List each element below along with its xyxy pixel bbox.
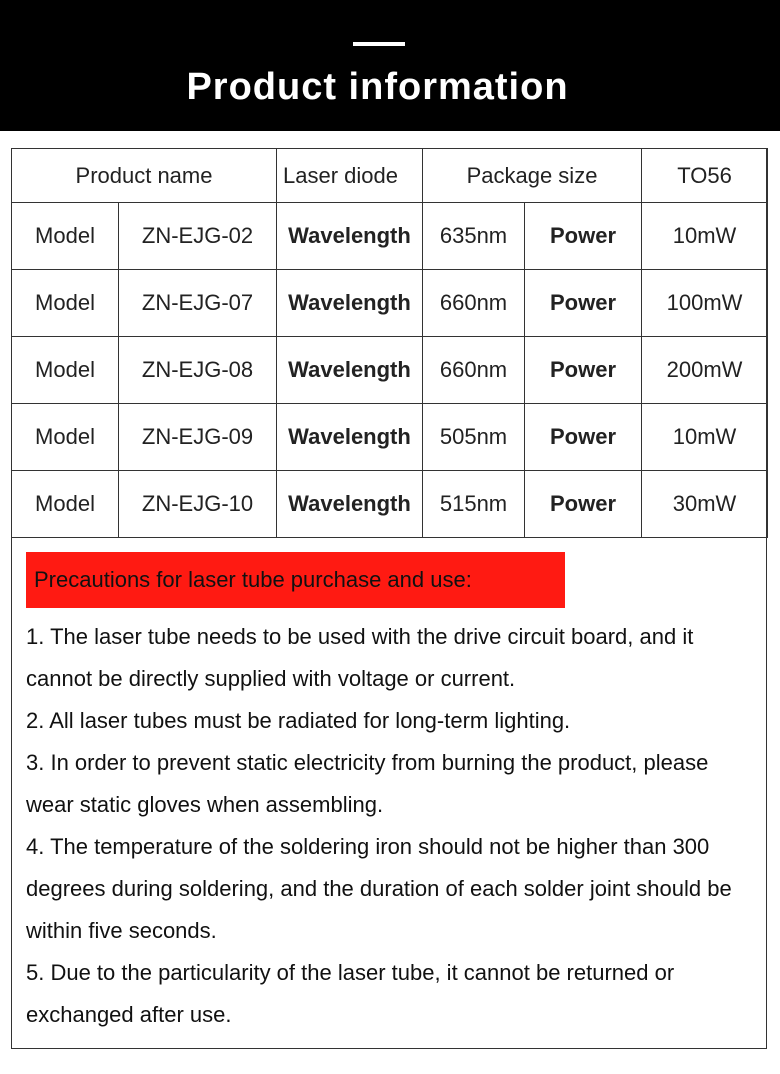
wavelength-value: 660nm xyxy=(423,270,525,337)
table-row xyxy=(12,337,768,404)
product-name-header: Product name xyxy=(12,149,277,203)
laser-diode-header: Laser diode xyxy=(277,149,423,203)
power-value: 200mW xyxy=(642,337,768,404)
wavelength-value: 505nm xyxy=(423,404,525,471)
table-row xyxy=(12,203,768,270)
model-value: ZN-EJG-07 xyxy=(119,270,277,337)
page-title: Product information xyxy=(186,66,569,108)
model-label: Model xyxy=(12,203,119,270)
model-label: Model xyxy=(12,270,119,337)
table-row xyxy=(12,471,768,538)
precaution-item: 1. The laser tube needs to be used with the drive circuit board, and it cannot be directly supplied with voltage or current. xyxy=(26,624,694,691)
model-value: ZN-EJG-02 xyxy=(119,203,277,270)
wavelength-label: Wavelength xyxy=(277,270,423,337)
model-label: Model xyxy=(12,337,119,404)
product-spec-table xyxy=(11,148,768,538)
power-label: Power xyxy=(525,337,642,404)
table-header-row xyxy=(12,149,768,203)
wavelength-label: Wavelength xyxy=(277,471,423,538)
precaution-item: 4. The temperature of the soldering iron should not be higher than 300 degrees during soldering, and the duration of each solder joint should be within five seconds. xyxy=(26,834,732,943)
model-label: Model xyxy=(12,404,119,471)
power-value: 10mW xyxy=(642,404,768,471)
wavelength-label: Wavelength xyxy=(277,337,423,404)
power-value: 100mW xyxy=(642,270,768,337)
power-label: Power xyxy=(525,404,642,471)
precaution-item: 5. Due to the particularity of the laser tube, it cannot be returned or exchanged after use. xyxy=(26,960,675,1027)
package-size-header: Package size xyxy=(423,149,642,203)
power-value: 30mW xyxy=(642,471,768,538)
model-value: ZN-EJG-08 xyxy=(119,337,277,404)
precautions-list xyxy=(26,616,761,1036)
power-label: Power xyxy=(525,270,642,337)
wavelength-value: 635nm xyxy=(423,203,525,270)
precaution-item: 3. In order to prevent static electricity from burning the product, please wear static gloves when assembling. xyxy=(26,750,709,817)
model-value: ZN-EJG-09 xyxy=(119,404,277,471)
wavelength-value: 660nm xyxy=(423,337,525,404)
table-row xyxy=(12,404,768,471)
header-accent-bar xyxy=(353,42,405,46)
precautions-title: Precautions for laser tube purchase and use: xyxy=(26,552,565,608)
wavelength-label: Wavelength xyxy=(277,404,423,471)
package-value: TO56 xyxy=(642,149,768,203)
power-label: Power xyxy=(525,471,642,538)
power-label: Power xyxy=(525,203,642,270)
model-label: Model xyxy=(12,471,119,538)
model-value: ZN-EJG-10 xyxy=(119,471,277,538)
power-value: 10mW xyxy=(642,203,768,270)
wavelength-label: Wavelength xyxy=(277,203,423,270)
table-row xyxy=(12,270,768,337)
precaution-item: 2. All laser tubes must be radiated for long-term lighting. xyxy=(26,708,571,733)
header-banner xyxy=(0,0,780,131)
wavelength-value: 515nm xyxy=(423,471,525,538)
